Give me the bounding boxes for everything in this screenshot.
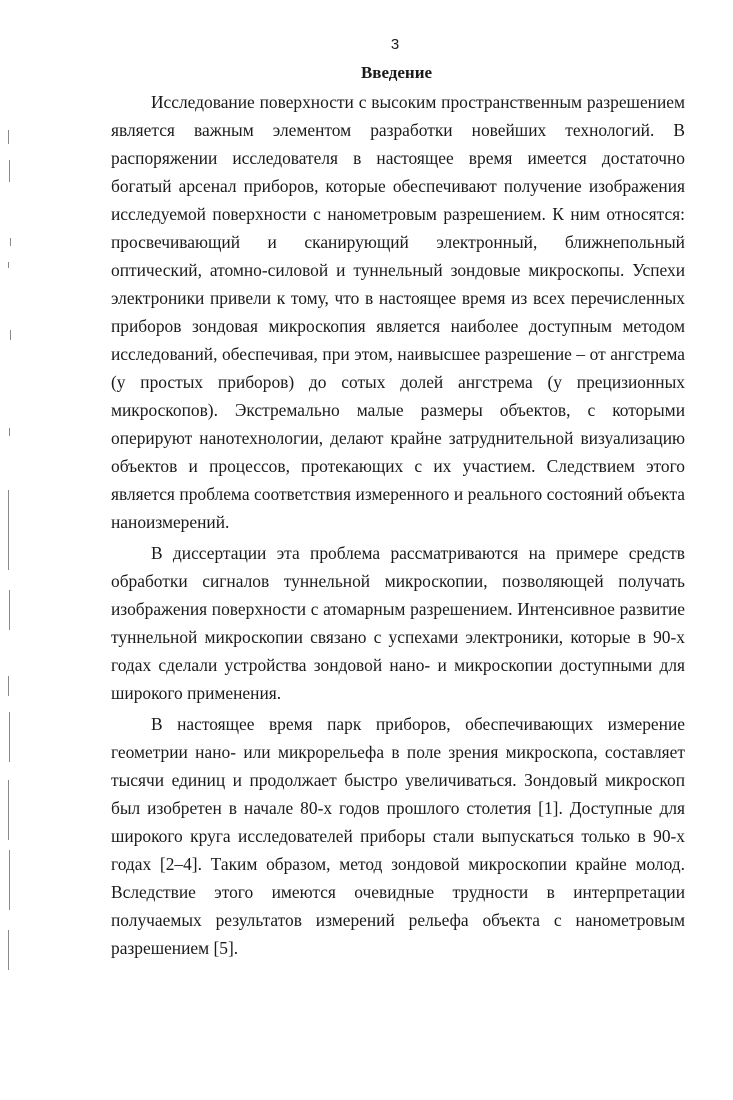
section-title: Введение xyxy=(360,63,433,82)
scan-edge-artifacts xyxy=(0,0,30,1100)
paragraph-2: В диссертации эта проблема рассматриваются на примере средств обработки сигналов туннельной микроскопии, позволяющей получать изображения поверхности с атомарным разрешением. Интенсивное развитие туннельной микроскопии связано с успехами электроники, которые в 90-х годах сделали устройства зондовой нано- и микроскопии доступными для широкого применения. xyxy=(111,543,685,703)
paragraph-3: В настоящее время парк приборов, обеспечивающих измерение геометрии нано- или микрорельефа в поле зрения микроскопа, составляет тысячи единиц и продолжает быстро увеличиваться. Зондовый микроскоп был изобретен в начале 80-х годов прошлого столетия [1]. Доступные для широкого круга исследователей приборы стали выпускаться только в 90-х годах [2–4]. Таким образом, метод зондовой микроскопии крайне молод. Вследствие этого имеются очевидные трудности в интерпретации получаемых результатов измерений рельефа объекта с нанометровым разрешением [5]. xyxy=(111,714,685,958)
body-text xyxy=(111,88,685,965)
page-number: 3 xyxy=(390,36,400,53)
paragraph-1: Исследование поверхности с высоким пространственным разрешением является важным элементом разработки новейших технологий. В распоряжении исследователя в настоящее время имеется достаточно богатый арсенал приборов, которые обеспечивают получение изображения исследуемой поверхности с нанометровым разрешением. К ним относятся: просвечивающий и сканирующий электронный, ближнепольный оптический, атомно-силовой и туннельный зондовые микроскопы. Успехи электроники привели к тому, что в настоящее время из всех перечисленных приборов зондовая микроскопия является наиболее доступным методом исследований, обеспечивая, при этом, наивысшее разрешение – от ангстрема (у простых приборов) до сотых долей ангстрема (у прецизионных микроскопов). Экстремально малые размеры объектов, с которыми оперируют нанотехнологии, делают крайне затруднительной визуализацию объектов и процессов, протекающих с их участием. Следствием этого является проблема соответствия измеренного и реального состояний объекта наноизмерений. xyxy=(111,92,685,532)
